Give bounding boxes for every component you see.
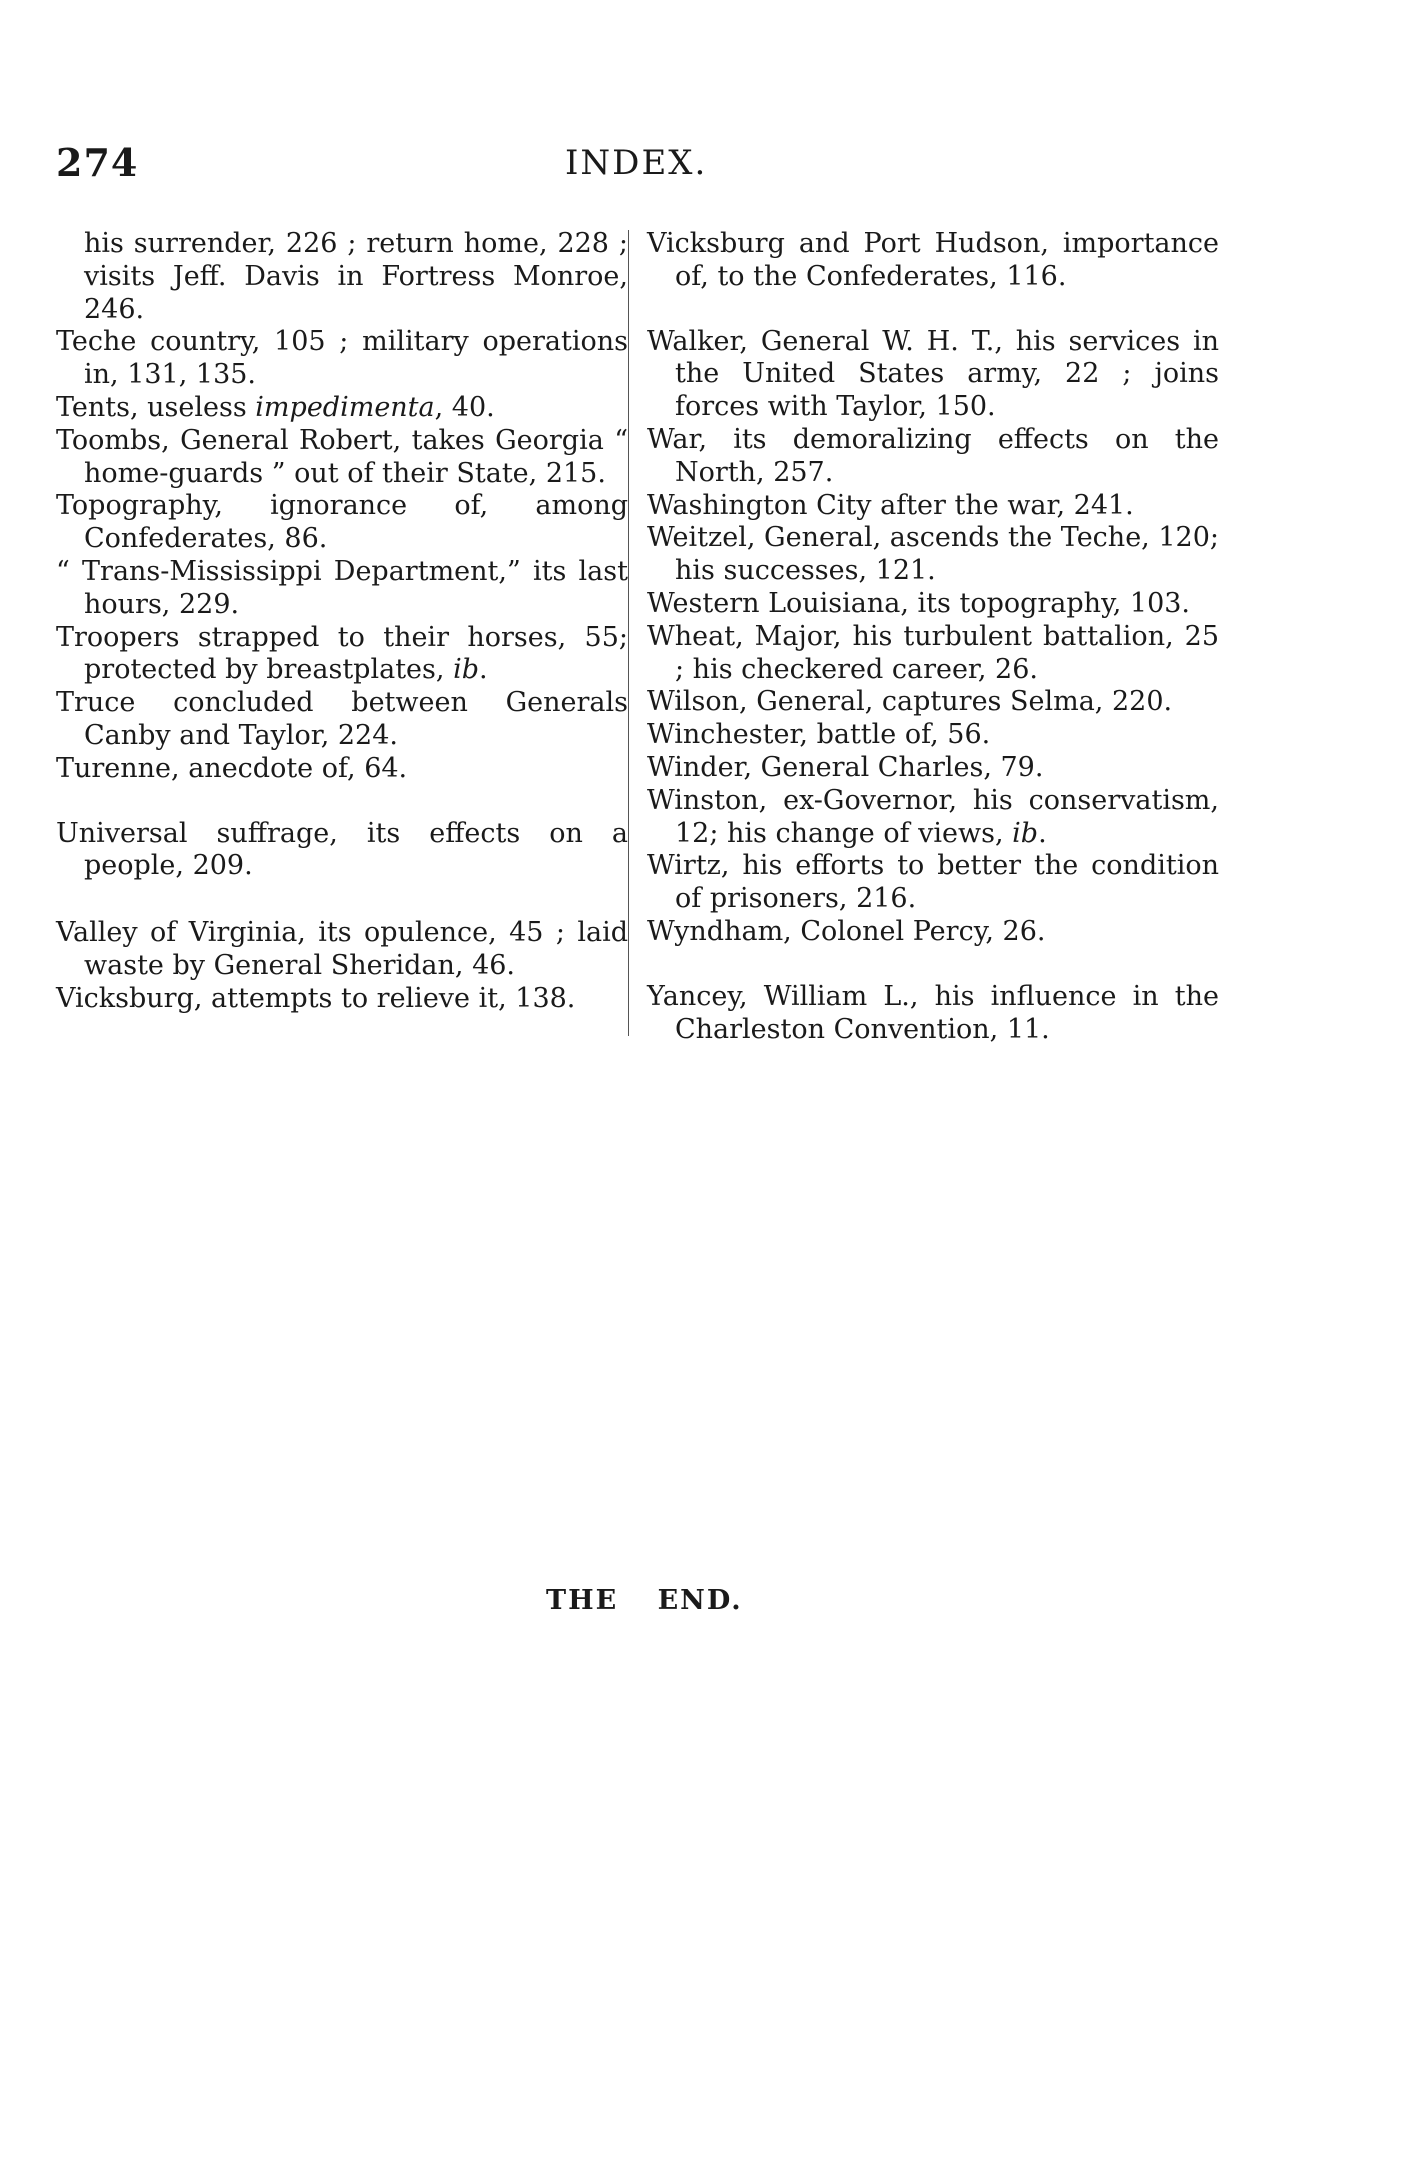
- index-column-right: [647, 228, 1219, 1046]
- letter-gap: [647, 294, 1219, 326]
- index-entry: his surrender, 226 ; return home, 228 ; visits Jeff. Davis in Fortress Monroe, 246.: [84, 228, 628, 325]
- index-entry: Topography, ignorance of, among Confederates, 86.: [56, 490, 628, 555]
- index-entry: [56, 622, 628, 688]
- index-entry: Wirtz, his efforts to better the condition of prisoners, 216.: [647, 850, 1219, 915]
- index-entry: Truce concluded between Generals Canby and Taylor, 224.: [56, 687, 628, 751]
- entry-italic: ib: [453, 654, 479, 686]
- index-column-left: [56, 228, 628, 1016]
- index-entry: War, its demoralizing effects on the North, 257.: [647, 423, 1219, 488]
- index-entry: Walker, General W. H. T., his services in the United States army, 22 ; joins forces with Taylor, 150.: [647, 325, 1219, 423]
- index-entry: [647, 785, 1219, 851]
- index-entry: Western Louisiana, its topography, 103.: [647, 587, 1191, 619]
- index-entry: Vicksburg, attempts to relieve it, 138.: [56, 982, 576, 1014]
- index-entry: Valley of Virginia, its opulence, 45 ; laid waste by General Sheridan, 46.: [56, 917, 628, 981]
- entry-text: , 40.: [434, 391, 495, 423]
- letter-gap: [56, 883, 628, 917]
- index-entry: Vicksburg and Port Hudson, importance of, to the Confederates, 116.: [647, 228, 1219, 292]
- entry-italic: ib: [1012, 817, 1039, 849]
- index-entry: Yancey, William L., his influence in the Charleston Convention, 11.: [647, 980, 1219, 1045]
- column-divider: [628, 230, 629, 1036]
- running-head-title: INDEX.: [565, 143, 708, 183]
- index-entry: Weitzel, General, ascends the Teche, 120; his successes, 121.: [647, 522, 1219, 587]
- entry-text: Troopers strapped to their horses, 55; protected by breastplates,: [56, 621, 628, 686]
- letter-gap: [56, 786, 628, 818]
- index-entry: Turenne, anecdote of, 64.: [56, 752, 408, 784]
- index-entry: Toombs, General Robert, takes Georgia “ home-guards ” out of their State, 215.: [56, 424, 628, 489]
- page-number: 274: [56, 140, 139, 185]
- index-entry: Winder, General Charles, 79.: [647, 751, 1044, 783]
- index-entry: “ Trans-Mississippi Department,” its last hours, 229.: [56, 555, 628, 620]
- entry-text: Winston, ex-Governor, his conservatism, 12; his change of views,: [647, 784, 1219, 849]
- index-entry: Wheat, Major, his turbulent battalion, 25 ; his checkered career, 26.: [647, 620, 1219, 685]
- index-entry: [56, 392, 628, 425]
- index-entry: Wyndham, Colonel Percy, 26.: [647, 915, 1046, 947]
- index-entry: Washington City after the war, 241.: [647, 489, 1134, 521]
- index-entry: Wilson, General, captures Selma, 220.: [647, 686, 1173, 718]
- index-entry: Teche country, 105 ; military operations in, 131, 135.: [56, 326, 628, 391]
- index-entry: Universal suffrage, its effects on a people, 209.: [56, 817, 628, 882]
- entry-italic: impedimenta: [255, 391, 435, 423]
- entry-text: .: [478, 654, 488, 686]
- entry-text: .: [1038, 817, 1047, 849]
- letter-gap: [647, 949, 1219, 981]
- the-end: THE END.: [546, 1585, 743, 1616]
- index-entry: Winchester, battle of, 56.: [647, 719, 991, 751]
- entry-text: Tents, useless: [56, 391, 256, 423]
